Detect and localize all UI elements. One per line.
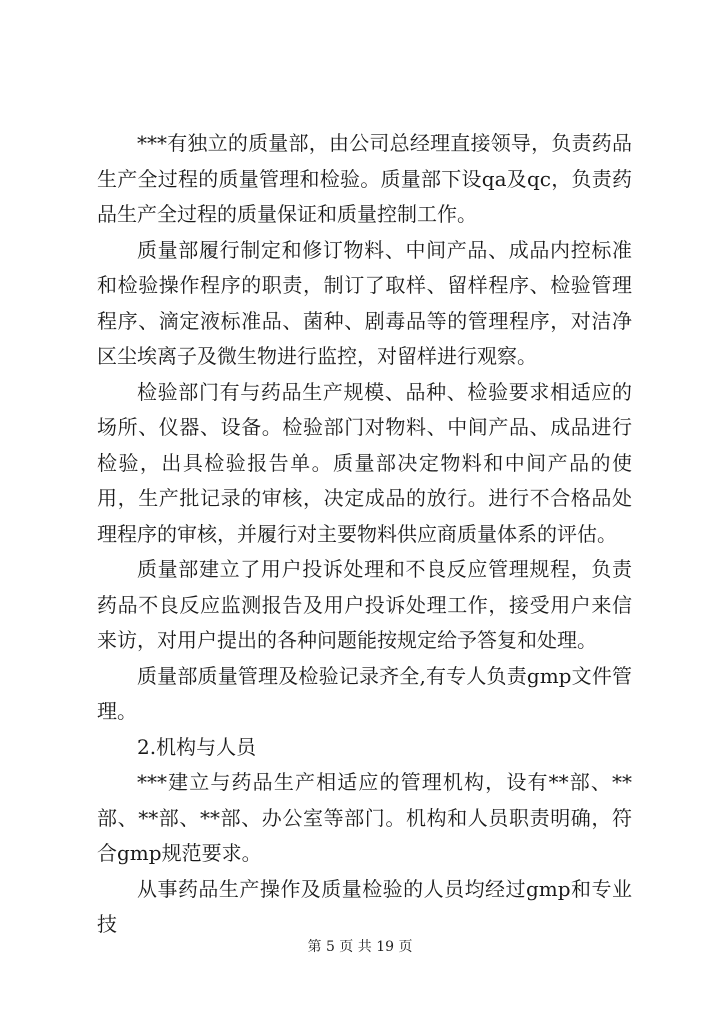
section-heading-organization: 2.机构与人员 (137, 734, 257, 759)
paragraph-complaints: 质量部建立了用户投诉处理和不良反应管理规程，负责药品不良反应监测报告及用户投诉处理工作，接受用户来信来访，对用户提出的各种问题能按规定给予答复和处理。 (97, 557, 632, 652)
paragraph-inspection-dept: 检验部门有与药品生产规模、品种、检验要求相适应的场所、仪器、设备。检验部门对物料、中间产品、成品进行检验，出具检验报告单。质量部决定物料和中间产品的使用，生产批记录的审核，决定成品的放行。进行不合格品处理程序的审核，并履行对主要物料供应商质量体系的评估。 (97, 379, 632, 546)
paragraph-records: 质量部质量管理及检验记录齐全,有专人负责gmp文件管理。 (97, 663, 632, 723)
paragraph-personnel: 从事药品生产操作及质量检验的人员均经过gmp和专业技 (97, 876, 632, 936)
paragraph-organization: ***建立与药品生产相适应的管理机构，设有**部、**部、**部、**部、办公室等部门。机构和人员职责明确，符合gmp规范要求。 (97, 770, 632, 865)
paragraph-quality-dept-duties: 质量部履行制定和修订物料、中间产品、成品内控标准和检验操作程序的职责，制订了取样、留样程序、检验管理程序、滴定液标准品、菌种、剧毒品等的管理程序，对洁净区尘埃离子及微生物进行监控，对留样进行观察。 (97, 237, 632, 368)
paragraph-quality-dept-intro: ***有独立的质量部，由公司总经理直接领导，负责药品生产全过程的质量管理和检验。质量部下设qa及qc，负责药品生产全过程的质量保证和质量控制工作。 (97, 131, 632, 226)
page-number-footer: 第 5 页 共 19 页 (307, 939, 413, 955)
document-body (97, 126, 632, 943)
